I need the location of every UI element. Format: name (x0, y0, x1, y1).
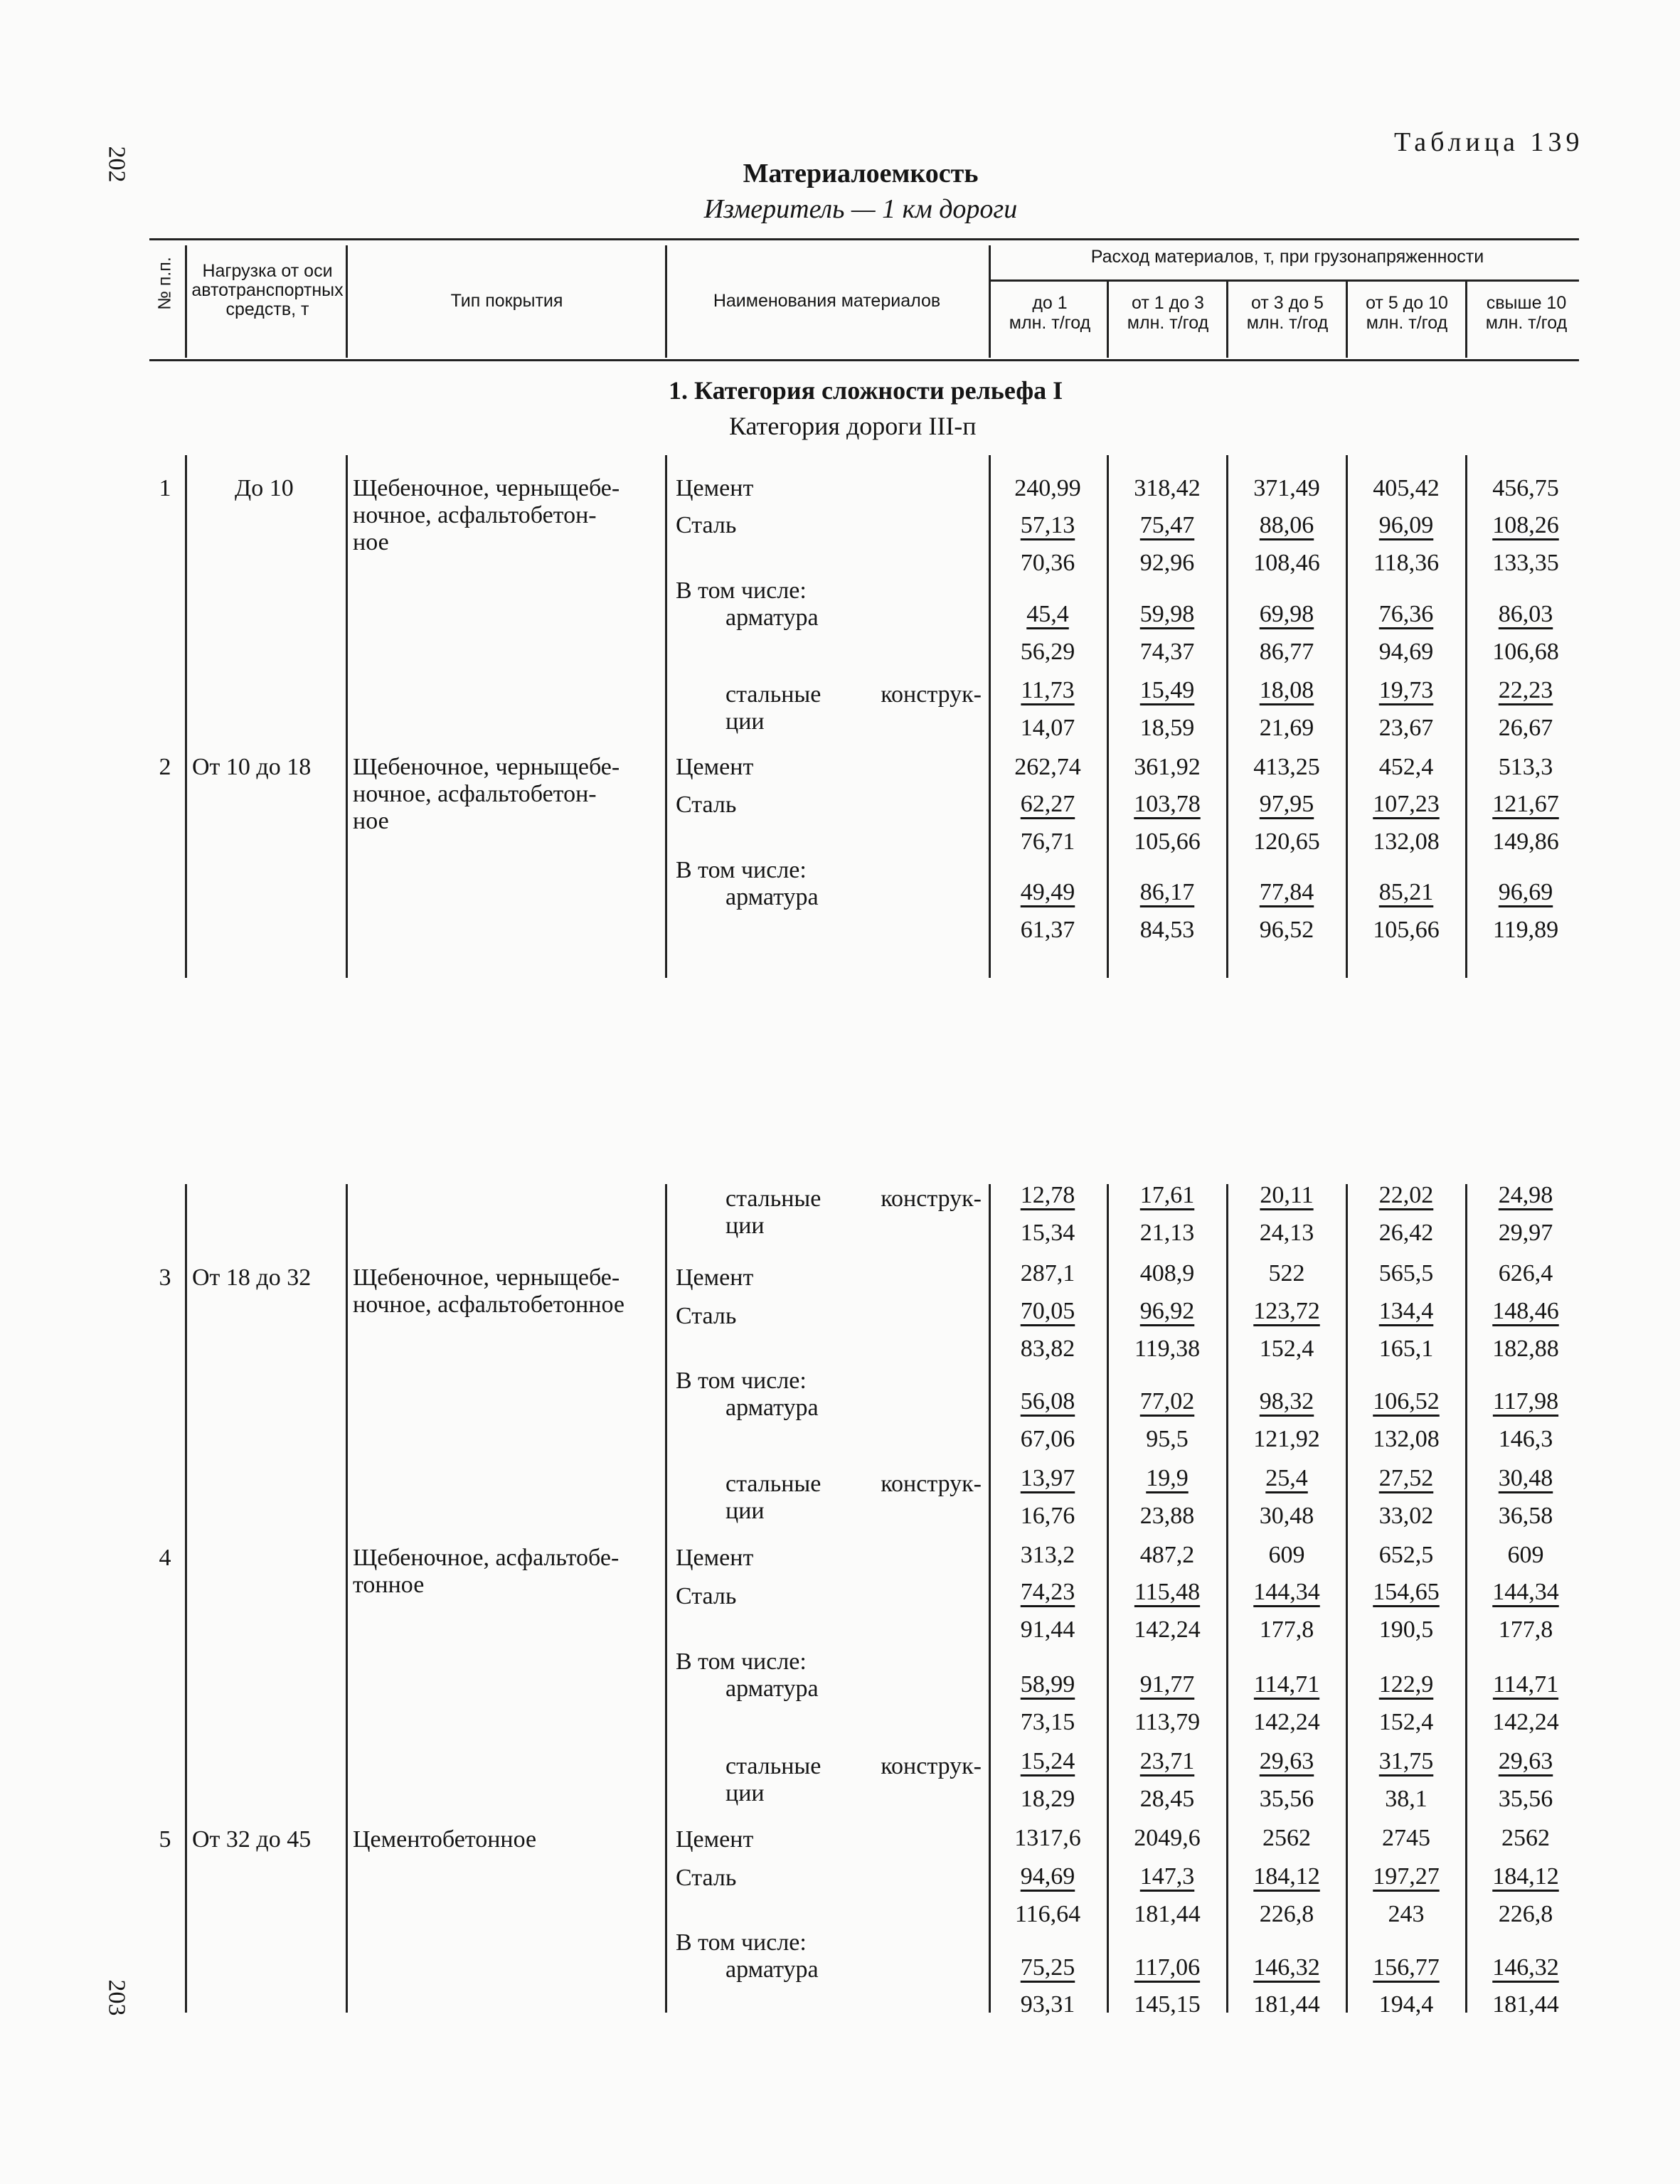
header-col-line (665, 245, 667, 358)
value-cell: 105,66 (1373, 917, 1440, 943)
value-cell: 84,53 (1139, 917, 1195, 943)
value-cell: 144,34 (1253, 1579, 1320, 1605)
value-cell: 177,8 (1259, 1616, 1314, 1643)
value-cell: 565,5 (1378, 1260, 1434, 1287)
header-group-5: свыше 10 млн. т/год (1485, 293, 1568, 333)
material-armature: арматура (725, 1395, 819, 1421)
value-cell: 95,5 (1146, 1426, 1189, 1452)
value-cell: 19,9 (1146, 1465, 1189, 1491)
value-cell: 58,99 (1020, 1671, 1075, 1698)
header-materials: Наименования материалов (713, 291, 941, 311)
value-cell: 76,71 (1020, 829, 1075, 855)
value-cell: 122,9 (1378, 1671, 1434, 1698)
value-cell: 413,25 (1253, 754, 1320, 780)
row-cover-type: Цементобетонное (353, 1826, 537, 1853)
value-cell: 57,13 (1020, 512, 1075, 538)
value-cell: 133,35 (1492, 550, 1559, 576)
value-cell: 31,75 (1378, 1748, 1434, 1774)
value-cell: 56,29 (1020, 639, 1075, 665)
value-cell: 75,25 (1020, 1954, 1075, 1981)
value-cell: 371,49 (1253, 475, 1320, 501)
value-cell: 190,5 (1378, 1616, 1434, 1643)
value-cell: 23,71 (1139, 1748, 1195, 1774)
value-cell: 148,46 (1492, 1298, 1559, 1324)
value-cell: 92,96 (1139, 550, 1195, 576)
value-cell: 21,13 (1139, 1220, 1195, 1246)
material-armature: арматура (725, 884, 819, 910)
value-cell: 15,49 (1139, 677, 1195, 703)
body-col-line (1107, 1184, 1109, 2013)
body-col-line (1346, 455, 1348, 978)
table-label: Таблица 139 (1394, 127, 1584, 157)
value-cell: 27,52 (1378, 1465, 1434, 1491)
material-armature: арматура (725, 604, 819, 631)
header-top-rule (149, 238, 1579, 240)
value-cell: 2562 (1262, 1825, 1311, 1851)
row-number: 2 (159, 754, 171, 780)
value-cell: 86,17 (1139, 879, 1195, 905)
value-cell: 24,13 (1259, 1220, 1314, 1246)
header-group-2: от 1 до 3 млн. т/год (1127, 293, 1209, 333)
value-cell: 45,4 (1026, 601, 1069, 627)
value-cell: 14,07 (1020, 715, 1075, 741)
material-steel: Сталь (676, 512, 737, 538)
value-cell: 38,1 (1385, 1786, 1428, 1812)
value-cell: 194,4 (1378, 1991, 1434, 2018)
value-cell: 93,31 (1020, 1991, 1075, 2018)
value-cell: 114,71 (1253, 1671, 1320, 1698)
value-cell: 59,98 (1139, 601, 1195, 627)
header-consumption: Расход материалов, т, при грузонапряженности (1090, 247, 1484, 267)
value-cell: 120,65 (1253, 829, 1320, 855)
value-cell: 36,58 (1498, 1503, 1553, 1529)
value-cell: 513,3 (1498, 754, 1553, 780)
material-steel-constructions: стальные конструк- ции (725, 1753, 982, 1806)
value-cell: 456,75 (1492, 475, 1559, 501)
row-cover-type: Щебеночное, черныщебе- ночное, асфальтобетон- ное (353, 754, 620, 834)
value-cell: 73,15 (1020, 1709, 1075, 1735)
value-cell: 29,63 (1259, 1748, 1314, 1774)
body-col-line (1465, 1184, 1467, 2013)
value-cell: 94,69 (1020, 1863, 1075, 1890)
value-cell: 2745 (1382, 1825, 1430, 1851)
value-cell: 94,69 (1378, 639, 1434, 665)
row-load: До 10 (235, 475, 294, 501)
value-cell: 62,27 (1020, 791, 1075, 817)
value-cell: 408,9 (1139, 1260, 1195, 1287)
value-cell: 26,42 (1378, 1220, 1434, 1246)
value-cell: 197,27 (1373, 1863, 1440, 1890)
value-cell: 74,37 (1139, 639, 1195, 665)
header-load: Нагрузка от оси автотранспортных средств, т (191, 261, 344, 319)
value-cell: 74,23 (1020, 1579, 1075, 1605)
value-cell: 115,48 (1134, 1579, 1201, 1605)
value-cell: 21,69 (1259, 715, 1314, 741)
value-cell: 134,4 (1378, 1298, 1434, 1324)
material-cement: Цемент (676, 1545, 754, 1571)
value-cell: 29,63 (1498, 1748, 1553, 1774)
value-cell: 123,72 (1253, 1298, 1320, 1324)
value-cell: 22,23 (1498, 677, 1553, 703)
value-cell: 147,3 (1139, 1863, 1195, 1890)
value-cell: 18,59 (1139, 715, 1195, 741)
value-cell: 243 (1388, 1901, 1425, 1927)
material-cement: Цемент (676, 1264, 754, 1291)
value-cell: 142,24 (1492, 1709, 1559, 1735)
value-cell: 652,5 (1378, 1542, 1434, 1568)
value-cell: 149,86 (1492, 829, 1559, 855)
section-subtitle: Категория дороги III-п (729, 412, 977, 440)
value-cell: 86,03 (1498, 601, 1553, 627)
body-col-line (185, 1184, 187, 2013)
page-number-top: 202 (103, 146, 130, 183)
value-cell: 146,32 (1253, 1954, 1320, 1981)
value-cell: 97,95 (1259, 791, 1314, 817)
value-cell: 184,12 (1492, 1863, 1559, 1890)
material-incl: В том числе: (676, 1648, 807, 1675)
value-cell: 108,26 (1492, 512, 1559, 538)
value-cell: 119,38 (1134, 1336, 1201, 1362)
value-cell: 142,24 (1253, 1709, 1320, 1735)
value-cell: 107,23 (1373, 791, 1440, 817)
value-cell: 26,67 (1498, 715, 1553, 741)
value-cell: 144,34 (1492, 1579, 1559, 1605)
value-cell: 15,34 (1020, 1220, 1075, 1246)
material-incl: В том числе: (676, 577, 807, 604)
value-cell: 240,99 (1014, 475, 1081, 501)
material-steel: Сталь (676, 1303, 737, 1329)
value-cell: 17,61 (1139, 1182, 1195, 1208)
material-armature: арматура (725, 1676, 819, 1702)
value-cell: 119,89 (1492, 917, 1559, 943)
value-cell: 184,12 (1253, 1863, 1320, 1890)
value-cell: 113,79 (1134, 1709, 1201, 1735)
material-incl: В том числе: (676, 1368, 807, 1394)
value-cell: 96,92 (1139, 1298, 1195, 1324)
value-cell: 165,1 (1378, 1336, 1434, 1362)
value-cell: 2049,6 (1134, 1825, 1201, 1851)
header-col-line (185, 245, 187, 358)
value-cell: 262,74 (1014, 754, 1081, 780)
value-cell: 117,06 (1134, 1954, 1201, 1981)
row-load: От 32 до 45 (192, 1826, 312, 1853)
value-cell: 114,71 (1492, 1671, 1559, 1698)
value-cell: 287,1 (1020, 1260, 1075, 1287)
body-col-line (185, 455, 187, 978)
body-col-line (1465, 455, 1467, 978)
value-cell: 33,02 (1378, 1503, 1434, 1529)
row-cover-type: Щебеночное, черныщебе- ночное, асфальтобетонное (353, 1264, 624, 1318)
value-cell: 626,4 (1498, 1260, 1553, 1287)
value-cell: 70,05 (1020, 1298, 1075, 1324)
header-num: № п.п. (154, 257, 175, 310)
value-cell: 83,82 (1020, 1336, 1075, 1362)
material-steel: Сталь (676, 1865, 737, 1891)
value-cell: 35,56 (1259, 1786, 1314, 1812)
material-armature: арматура (725, 1956, 819, 1983)
material-cement: Цемент (676, 754, 754, 780)
value-cell: 30,48 (1498, 1465, 1553, 1491)
value-cell: 49,49 (1020, 879, 1075, 905)
value-cell: 23,67 (1378, 715, 1434, 741)
value-cell: 11,73 (1021, 677, 1075, 703)
body-col-line (665, 1184, 667, 2013)
value-cell: 12,78 (1020, 1182, 1075, 1208)
body-col-line (346, 1184, 348, 2013)
body-col-line (989, 1184, 991, 2013)
value-cell: 24,98 (1498, 1182, 1553, 1208)
value-cell: 76,36 (1378, 601, 1434, 627)
body-col-line (346, 455, 348, 978)
body-col-line (665, 455, 667, 978)
value-cell: 142,24 (1134, 1616, 1201, 1643)
material-steel-constructions: стальные конструк- ции (725, 681, 982, 735)
row-load: От 18 до 32 (192, 1264, 312, 1291)
value-cell: 361,92 (1134, 754, 1201, 780)
row-number: 4 (159, 1545, 171, 1571)
body-col-line (1346, 1184, 1348, 2013)
value-cell: 98,32 (1259, 1388, 1314, 1415)
header-group-3: от 3 до 5 млн. т/год (1246, 293, 1329, 333)
document-title: Материалоемкость (743, 159, 979, 188)
value-cell: 181,44 (1253, 1991, 1320, 2018)
value-cell: 96,09 (1378, 512, 1434, 538)
value-cell: 132,08 (1373, 1426, 1440, 1452)
value-cell: 452,4 (1378, 754, 1434, 780)
value-cell: 108,46 (1253, 550, 1320, 576)
value-cell: 85,21 (1378, 879, 1434, 905)
value-cell: 226,8 (1498, 1901, 1553, 1927)
value-cell: 154,65 (1373, 1579, 1440, 1605)
value-cell: 18,08 (1259, 677, 1314, 703)
value-cell: 2562 (1501, 1825, 1550, 1851)
value-cell: 88,06 (1259, 512, 1314, 538)
value-cell: 19,73 (1378, 677, 1434, 703)
value-cell: 16,76 (1020, 1503, 1075, 1529)
value-cell: 23,88 (1139, 1503, 1195, 1529)
value-cell: 103,78 (1134, 791, 1201, 817)
page-number-bottom: 203 (103, 1979, 130, 2016)
value-cell: 145,15 (1134, 1991, 1201, 2018)
value-cell: 609 (1268, 1542, 1305, 1568)
value-cell: 25,4 (1265, 1465, 1308, 1491)
value-cell: 67,06 (1020, 1426, 1075, 1452)
value-cell: 91,44 (1020, 1616, 1075, 1643)
body-col-line (989, 455, 991, 978)
value-cell: 96,52 (1259, 917, 1314, 943)
value-cell: 13,97 (1020, 1465, 1075, 1491)
body-col-line (1226, 1184, 1228, 2013)
value-cell: 106,68 (1492, 639, 1559, 665)
value-cell: 117,98 (1492, 1388, 1559, 1415)
value-cell: 177,8 (1498, 1616, 1553, 1643)
value-cell: 106,52 (1373, 1388, 1440, 1415)
material-steel: Сталь (676, 792, 737, 818)
value-cell: 181,44 (1492, 1991, 1559, 2018)
value-cell: 318,42 (1134, 475, 1201, 501)
value-cell: 56,08 (1020, 1388, 1075, 1415)
value-cell: 77,02 (1139, 1388, 1195, 1415)
value-cell: 487,2 (1139, 1542, 1195, 1568)
value-cell: 152,4 (1378, 1709, 1434, 1735)
value-cell: 132,08 (1373, 829, 1440, 855)
value-cell: 15,24 (1020, 1748, 1075, 1774)
value-cell: 146,32 (1492, 1954, 1559, 1981)
value-cell: 152,4 (1259, 1336, 1314, 1362)
value-cell: 70,36 (1020, 550, 1075, 576)
value-cell: 20,11 (1260, 1182, 1314, 1208)
row-number: 1 (159, 475, 171, 501)
value-cell: 226,8 (1259, 1901, 1314, 1927)
value-cell: 22,02 (1378, 1182, 1434, 1208)
value-cell: 35,56 (1498, 1786, 1553, 1812)
value-cell: 105,66 (1134, 829, 1201, 855)
header-cover-type: Тип покрытия (450, 291, 563, 311)
consumption-group-rule (989, 279, 1579, 282)
row-cover-type: Щебеночное, асфальтобе- тонное (353, 1545, 620, 1598)
value-cell: 121,92 (1253, 1426, 1320, 1452)
value-cell: 86,77 (1259, 639, 1314, 665)
material-steel-constructions: стальные конструк- ции (725, 1471, 982, 1524)
value-cell: 61,37 (1020, 917, 1075, 943)
body-col-line (1107, 455, 1109, 978)
value-cell: 29,97 (1498, 1220, 1553, 1246)
value-cell: 91,77 (1139, 1671, 1195, 1698)
value-cell: 609 (1507, 1542, 1544, 1568)
value-cell: 146,3 (1498, 1426, 1553, 1452)
value-cell: 118,36 (1373, 550, 1440, 576)
row-number: 3 (159, 1264, 171, 1291)
value-cell: 96,69 (1498, 879, 1553, 905)
value-cell: 1317,6 (1014, 1825, 1081, 1851)
material-incl: В том числе: (676, 1929, 807, 1956)
header-bottom-rule (149, 359, 1579, 361)
material-steel-constructions: стальные конструк- ции (725, 1186, 982, 1239)
body-col-line (1226, 455, 1228, 978)
material-cement: Цемент (676, 475, 754, 501)
value-cell: 522 (1268, 1260, 1305, 1287)
header-group-4: от 5 до 10 млн. т/год (1366, 293, 1448, 333)
value-cell: 405,42 (1373, 475, 1440, 501)
value-cell: 181,44 (1134, 1901, 1201, 1927)
row-number: 5 (159, 1826, 171, 1853)
section-title: 1. Категория сложности рельефа I (669, 376, 1063, 405)
row-cover-type: Щебеночное, черныщебе- ночное, асфальтобетон- ное (353, 475, 620, 555)
value-cell: 156,77 (1373, 1954, 1440, 1981)
material-incl: В том числе: (676, 857, 807, 883)
header-group-1: до 1 млн. т/год (1009, 293, 1091, 333)
value-cell: 75,47 (1139, 512, 1195, 538)
value-cell: 18,29 (1020, 1786, 1075, 1812)
value-cell: 77,84 (1259, 879, 1314, 905)
value-cell: 30,48 (1259, 1503, 1314, 1529)
material-steel: Сталь (676, 1583, 737, 1609)
value-cell: 69,98 (1259, 601, 1314, 627)
value-cell: 121,67 (1492, 791, 1559, 817)
value-cell: 182,88 (1492, 1336, 1559, 1362)
value-cell: 28,45 (1139, 1786, 1195, 1812)
value-cell: 116,64 (1014, 1901, 1081, 1927)
value-cell: 313,2 (1020, 1542, 1075, 1568)
document-subtitle: Измеритель — 1 км дороги (703, 194, 1018, 224)
material-cement: Цемент (676, 1826, 754, 1853)
row-load: От 10 до 18 (192, 754, 312, 780)
